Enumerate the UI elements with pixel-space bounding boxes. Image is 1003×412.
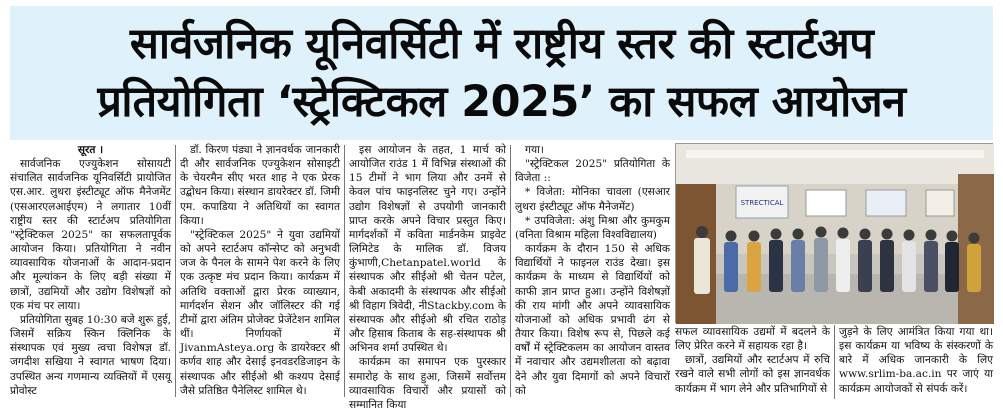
headline-line-1: सार्वजनिक यूनिवर्सिटी में राष्ट्रीय स्तर की स्टार्टअप [129,19,874,69]
paragraph: "स्ट्रेक्टिकल 2025" प्रतियोगिता के विजेता :: [515,158,670,185]
headline-banner [10,6,993,140]
article-body [10,143,993,411]
paragraph: छात्रों, उद्यमियों और स्टार्टअप में रुचि रखने वाले सभी लोगों को इस ज्ञानवर्धक कार्यक्रम में भाग लेने और प्रतिभागियों से [675,354,830,395]
paragraph: "स्ट्रेक्टिकल 2025" ने युवा उद्यमियों को अपने स्टार्टअप कॉन्सेप्ट को अनुभवी जज के पैनल के सामने पेश करने के लिए एक उत्कृष्ट मंच प्रदान किया। कार्यक्रम में अतिथि वक्ताओं द्वारा प्रेरक व्याख्यान, मार्गदर्शन सेशन और जॉलिस्टर की गई टीमों द्वारा अंतिम प्रोजेक्ट प्रेजेंटेशन शामिल थीं। निर्णायकों में JivanmAsteya.org के डायरेक्टर श्री कर्णव शाह और देसाई इनवडरडिजाइन के संस्थापक और सीईओ श्री कश्यप देसाई जैसे प्रतिष्ठित पैनेलिस्ट शामिल थे। [180,228,340,397]
paragraph: सार्वजनिक एज्युकेशन सोसायटी संचालित सार्वजनिक यूनिवर्सिटी प्रायोजित एस.आर. लुथरा इंस्टीट्यूट ऑफ मैनेजमेंट (एसआरएलआईएम) ने लगातार 10वीं राष्ट्रीय स्तर की स्टार्टअप प्रतियोगिता "स्ट्रेक्टिकल 2025" का सफलतापूर्वक आयोजन किया। प्रतियोगिता ने नवीन व्यावसायिक योजनाओं के आदान-प्रदान और मूल्यांकन के लिए बड़ी संख्या में छात्रों, उद्यमियों और उद्योग विशेषज्ञों को एक मंच पर लाया। [10,158,171,312]
headline-line-2: प्रतियोगिता ‘स्ट्रेक्टिकल 2025’ का सफल आयोजन [97,77,906,127]
stage-banner-text: STRECTICAL [740,199,784,207]
paragraph: कार्यक्रम का समापन एक पुरस्कार समारोह के साथ हुआ, जिसमें सर्वोत्तम व्यावसायिक विचारों और प्रयासों को सम्मानित किया [349,356,506,411]
column-5 [675,325,830,399]
column-1 [10,143,171,399]
event-group-photo [675,143,993,323]
paragraph: कार्यक्रम के दौरान 150 से अधिक विद्यार्थियों ने फाइनल राउंड देखा। इस कार्यक्रम के माध्यम से विद्यार्थियों को काफी ज्ञान प्राप्त हुआ। उन्होंने विशेषज्ञों की राय मांगी और अपने व्यावसायिक योजनाओं को अधिक प्रभावी ढंग से तैयार किया। विशेष रूप से, पिछले कई वर्षों में स्ट्रेक्टिकलम का आयोजन वास्तव में नवाचार और उद्यमशीलता को बढ़ावा देने और युवा दिमागों को अपने विचारों को [515,243,670,397]
column-divider [175,145,176,397]
bottom-columns [675,325,993,399]
column-divider [344,145,345,397]
winner-line: * विजेता: मोनिका चावला (एसआर लुथरा इंस्टीट्यूट ऑफ मैनेजमेंट) [515,186,670,213]
column-divider [834,325,835,399]
paragraph: सफल व्यावसायिक उद्यमों में बदलने के लिए प्रेरित करने में सहायक रहा है। [675,326,830,353]
paragraph: गया। [525,144,544,156]
paragraph: इस आयोजन के तहत, 1 मार्च को आयोजित राउंड 1 में विभिन्न संस्थाओं की 15 टीमों ने भाग लिया और उनमें से केवल पांच फाइनलिस्ट चुने गए। उन्होंने उद्योग विशेषज्ञों से उपयोगी जानकारी प्राप्त करके अपने विचार प्रस्तुत किए। मार्गदर्शकों में कविता मार्डनकेम प्राइवेट लिमिटेड के मालिक डॉ. विजय कुंभाणी,Chetanpatel.world के संस्थापक और सीईओ श्री चेतन पटेल, केबी अकादमी के संस्थापक और सीईओ श्री विहाग त्रिवेदी, नीStackby.com के संस्थापक और सीईओ श्री रचित राठोड़ और हिसाब किताब के सह-संस्थापक श्री अभिनव शर्मा उपस्थित थे। [349,144,506,355]
column-3 [349,143,506,411]
column-6 [839,325,993,399]
paragraph: प्रतियोगिता सुबह 10:30 बजे शुरू हुई, जिसमें सक्रिय स्किन क्लिनिक के संस्थापक एवं मुख्य त्वचा विशेषज्ञ डॉ. जगदीश सखिया ने स्वागत भाषण दिया। उपस्थित अन्य गणमान्य व्यक्तियों में एसयू प्रोवोस्ट [10,313,171,397]
column-2 [180,143,340,399]
column-divider [510,145,511,397]
dateline: सूरत । [77,144,104,156]
paragraph: डॉ. किरण पंड्या ने ज्ञानवर्धक जानकारी दी और सार्वजनिक एज्युकेशन सोसाइटी के चेयरमैन सीए भरत शाह ने एक प्रेरक उद्बोधन किया। संस्थान डायरेक्टर डॉ. जिमी एम. कपाडिया ने अतिथियों का स्वागत किया। [180,144,340,227]
paragraph: जुड़ने के लिए आमंत्रित किया गया था। इस कार्यक्रम या भविष्य के संस्करणों के बारे में अधिक जानकारी के लिए www.srlim-ba.ac.in पर जाएं या कार्यक्रम आयोजकों से संपर्क करें। [839,326,993,395]
column-4 [515,143,670,399]
runner-up-line: * उपविजेता: अंशु मिश्रा और कुमकुम (वनिता विश्राम महिला विश्वविद्यालय) [515,214,670,241]
group-photo-illustration [676,144,994,324]
